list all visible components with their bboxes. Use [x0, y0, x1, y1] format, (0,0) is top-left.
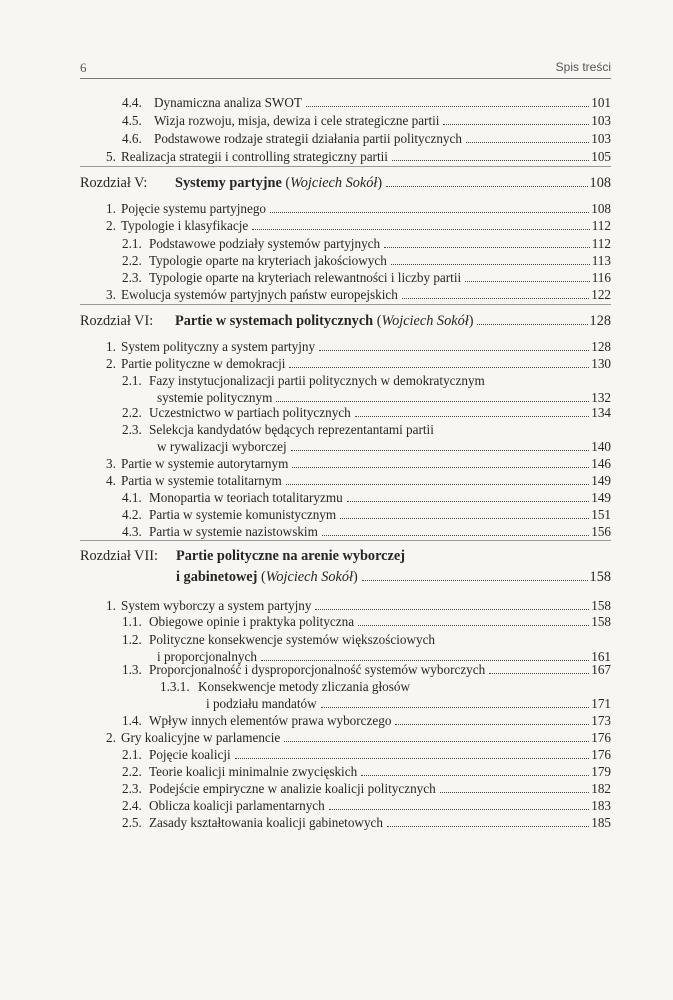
page-ref: 158 — [591, 598, 611, 613]
entry-number: 1.2. — [122, 632, 142, 647]
entry-row — [122, 661, 611, 678]
page-ref: 112 — [591, 236, 611, 251]
section-divider — [80, 166, 611, 167]
toc-entry[interactable] — [122, 523, 611, 540]
entry-row — [106, 148, 611, 165]
entry-title: Podstawowe podziały systemów partyjnych — [149, 236, 381, 251]
dot-leader — [276, 401, 589, 402]
entry-number: 4.4. — [122, 95, 142, 110]
section-divider — [80, 540, 611, 541]
entry-title: Partia w systemie komunistycznym — [149, 507, 337, 522]
page-ref: 149 — [591, 473, 611, 488]
entry-number: 2.1. — [122, 236, 142, 251]
entry-row — [106, 729, 611, 746]
entry-row — [122, 438, 611, 455]
page-ref: 140 — [591, 439, 611, 454]
entry-title-continued: systemie politycznym — [157, 390, 273, 405]
toc-entry[interactable] — [122, 631, 611, 665]
toc-entry[interactable] — [122, 235, 611, 252]
entry-number: 2.1. — [122, 373, 142, 388]
entry-number: 4. — [106, 473, 116, 488]
entry-row — [122, 780, 611, 797]
page-ref: 173 — [591, 713, 611, 728]
toc-entry[interactable] — [122, 661, 611, 678]
toc-entry[interactable] — [106, 729, 611, 746]
entry-title: Partie w systemie autorytarnym — [121, 456, 289, 471]
entry-title: Uczestnictwo w partiach politycznych — [149, 405, 351, 420]
dot-leader — [466, 142, 589, 143]
page-ref: 112 — [591, 218, 611, 233]
entry-row — [122, 489, 611, 506]
entry-number: 2.2. — [122, 764, 142, 779]
entry-title-continued: w rywalizacji wyborczej — [157, 439, 287, 454]
entry-title: Podstawowe rodzaje strategii działania partii politycznych — [154, 131, 462, 146]
entry-title: Monopartia w teoriach totalitaryzmu — [149, 490, 343, 505]
entry-title: Partie polityczne w demokracji — [121, 356, 286, 371]
entry-number: 3. — [106, 456, 116, 471]
toc-entry[interactable] — [106, 286, 611, 303]
entry-row — [122, 130, 611, 147]
entry-row — [122, 712, 611, 729]
entry-row — [122, 506, 611, 523]
entry-title: Typologie oparte na kryteriach relewantności i liczby partii — [149, 270, 462, 285]
author-name: Wojciech Sokół — [290, 175, 378, 191]
toc-entry[interactable] — [122, 797, 611, 814]
page-ref: 105 — [591, 149, 611, 164]
entry-row — [160, 695, 611, 712]
page-number: 6 — [80, 60, 87, 75]
dot-leader — [355, 416, 589, 417]
entry-row — [106, 355, 611, 372]
page-ref: 179 — [591, 764, 611, 779]
page-ref: 158 — [589, 569, 611, 585]
author-name: Wojciech Sokół — [381, 313, 469, 329]
entry-number: 1.4. — [122, 713, 142, 728]
entry-row — [122, 746, 611, 763]
toc-entry[interactable] — [122, 506, 611, 523]
page-ref: 134 — [591, 405, 611, 420]
entry-row — [122, 763, 611, 780]
entry-title: Oblicza koalicji parlamentarnych — [149, 798, 325, 813]
toc-entry[interactable] — [122, 489, 611, 506]
entry-number: 1. — [106, 201, 116, 216]
toc-entry[interactable] — [122, 269, 611, 286]
entry-title-continued: i podziału mandatów — [206, 696, 317, 711]
entry-number: 2.2. — [122, 253, 142, 268]
dot-leader — [347, 501, 590, 502]
entry-row — [122, 814, 611, 831]
entry-number: 2.5. — [122, 815, 142, 830]
entry-title: Pojęcie koalicji — [149, 747, 231, 762]
entry-row — [106, 455, 611, 472]
entry-number: 2.3. — [122, 781, 142, 796]
dot-leader — [440, 792, 590, 793]
page-ref: 108 — [589, 175, 611, 191]
page-ref: 108 — [591, 201, 611, 216]
dot-leader — [391, 264, 590, 265]
dot-leader — [465, 281, 590, 282]
entry-row — [122, 235, 611, 252]
entry-title: Polityczne konsekwencje systemów większościowych — [149, 632, 436, 647]
page-ref: 149 — [591, 490, 611, 505]
entry-row — [106, 200, 611, 217]
dot-leader — [358, 625, 589, 626]
page-ref: 183 — [591, 798, 611, 813]
entry-number: 4.3. — [122, 524, 142, 539]
chapter-title-row — [80, 312, 611, 331]
toc-entry[interactable] — [160, 678, 611, 712]
entry-number: 2. — [106, 218, 116, 233]
dot-leader — [340, 518, 589, 519]
dot-leader — [321, 707, 590, 708]
entry-row — [106, 338, 611, 355]
entry-title-continued: i proporcjonalnych — [157, 649, 257, 664]
page-ref: 116 — [591, 270, 611, 285]
entry-number: 2.1. — [122, 747, 142, 762]
dot-leader — [291, 450, 590, 451]
dot-leader — [322, 535, 589, 536]
chapter-author: (Wojciech Sokół) — [373, 313, 474, 329]
dot-leader — [362, 580, 588, 581]
toc-entry[interactable] — [122, 814, 611, 831]
chapter-author: (Wojciech Sokół) — [281, 175, 383, 191]
dot-leader — [235, 758, 590, 759]
toc-entry[interactable] — [122, 372, 611, 406]
entry-title: Fazy instytucjonalizacji partii politycznych w demokratycznym — [149, 373, 485, 388]
dot-leader — [386, 186, 587, 187]
toc-entry[interactable] — [122, 404, 611, 421]
dot-leader — [306, 106, 589, 107]
entry-title: Wizja rozwoju, misja, dewiza i cele strategiczne partii — [154, 113, 440, 128]
toc-entry[interactable] — [122, 112, 611, 129]
toc-entry[interactable] — [106, 200, 611, 217]
entry-row — [122, 372, 611, 389]
page-ref: 113 — [591, 253, 611, 268]
page-ref: 156 — [591, 524, 611, 539]
page-ref: 128 — [589, 313, 611, 329]
dot-leader — [252, 229, 589, 230]
dot-leader — [315, 609, 589, 610]
chapter-title: Partie w systemach politycznych — [175, 313, 374, 329]
entry-title: System polityczny a system partyjny — [121, 339, 316, 354]
toc-entry[interactable] — [122, 780, 611, 797]
page-ref: 185 — [591, 815, 611, 830]
entry-number: 2.3. — [122, 270, 142, 285]
dot-leader — [361, 775, 589, 776]
entry-number: 2. — [106, 356, 116, 371]
header-rule — [80, 78, 611, 79]
entry-title: Typologie i klasyfikacje — [121, 218, 249, 233]
dot-leader — [319, 350, 589, 351]
toc-entry[interactable] — [122, 94, 611, 111]
toc-entry[interactable] — [122, 130, 611, 147]
page-ref: 151 — [591, 507, 611, 522]
entry-title: Zasady kształtowania koalicji gabinetowych — [149, 815, 384, 830]
chapter-title-continued: i gabinetowej — [176, 569, 258, 585]
page-ref: 182 — [591, 781, 611, 796]
toc-entry[interactable] — [122, 763, 611, 780]
section-divider — [80, 304, 611, 305]
entry-number: 4.1. — [122, 490, 142, 505]
entry-row — [122, 421, 611, 438]
chapter-author: (Wojciech Sokół) — [257, 569, 358, 585]
entry-title: Proporcjonalność i dysproporcjonalność systemów wyborczych — [149, 662, 486, 677]
page-ref: 122 — [591, 287, 611, 302]
page-ref: 146 — [591, 456, 611, 471]
entry-number: 3. — [106, 287, 116, 302]
entry-number: 2. — [106, 730, 116, 745]
dot-leader — [284, 741, 589, 742]
entry-title: Konsekwencje metody zliczania głosów — [198, 679, 411, 694]
entry-number: 1. — [106, 339, 116, 354]
entry-row — [122, 797, 611, 814]
page-ref: 171 — [591, 696, 611, 711]
chapter-title-row — [80, 174, 611, 193]
dot-leader — [395, 724, 589, 725]
toc-entry[interactable] — [122, 421, 611, 455]
entry-row — [122, 112, 611, 129]
page-ref: 101 — [591, 95, 611, 110]
toc-entry[interactable] — [106, 597, 611, 614]
entry-row — [106, 597, 611, 614]
entry-title: System wyborczy a system partyjny — [121, 598, 312, 613]
page-ref: 128 — [591, 339, 611, 354]
chapter-label: Rozdział VII: — [80, 548, 158, 564]
entry-row — [122, 523, 611, 540]
entry-title: Ewolucja systemów partyjnych państw europejskich — [121, 287, 398, 302]
chapter-entry[interactable] — [80, 174, 611, 193]
entry-number: 4.2. — [122, 507, 142, 522]
dot-leader — [443, 124, 589, 125]
entry-title: Typologie oparte na kryteriach jakościowych — [149, 253, 387, 268]
page-ref: 103 — [591, 113, 611, 128]
page-ref: 130 — [591, 356, 611, 371]
entry-title: Podejście empiryczne w analizie koalicji politycznych — [149, 781, 436, 796]
entry-title: Selekcja kandydatów będących reprezentantami partii — [149, 422, 434, 437]
chapter-label: Rozdział VI: — [80, 313, 154, 329]
chapter-title-row — [80, 547, 611, 566]
dot-leader — [477, 324, 587, 325]
dot-leader — [329, 809, 589, 810]
entry-title: Teorie koalicji minimalnie zwycięskich — [149, 764, 358, 779]
author-name: Wojciech Sokół — [265, 569, 353, 585]
dot-leader — [402, 298, 589, 299]
dot-leader — [392, 160, 589, 161]
running-header-title: Spis treści — [555, 60, 611, 74]
page-ref: 167 — [591, 662, 611, 677]
entry-row — [106, 217, 611, 234]
entry-row — [106, 472, 611, 489]
entry-title: Wpływ innych elementów prawa wyborczego — [149, 713, 392, 728]
chapter-title: Systemy partyjne — [175, 175, 282, 191]
entry-title: Partia w systemie totalitarnym — [121, 473, 282, 488]
dot-leader — [387, 826, 589, 827]
entry-number: 5. — [106, 149, 116, 164]
page-ref: 103 — [591, 131, 611, 146]
entry-number: 4.5. — [122, 113, 142, 128]
entry-title: Dynamiczna analiza SWOT — [154, 95, 302, 110]
chapter-entry[interactable] — [80, 312, 611, 331]
toc-entry[interactable] — [106, 148, 611, 165]
entry-title: Partia w systemie nazistowskim — [149, 524, 318, 539]
entry-title: Obiegowe opinie i praktyka polityczna — [149, 614, 355, 629]
entry-row — [122, 94, 611, 111]
entry-row — [106, 286, 611, 303]
entry-number: 2.2. — [122, 405, 142, 420]
entry-row — [122, 613, 611, 630]
chapter-title: Partie polityczne na arenie wyborczej — [176, 548, 405, 564]
entry-title: Pojęcie systemu partyjnego — [121, 201, 267, 216]
entry-row — [122, 404, 611, 421]
entry-number: 1.3. — [122, 662, 142, 677]
chapter-label: Rozdział V: — [80, 175, 148, 191]
dot-leader — [286, 484, 589, 485]
entry-row — [122, 269, 611, 286]
dot-leader — [384, 247, 590, 248]
entry-number: 1. — [106, 598, 116, 613]
toc-entry[interactable] — [106, 338, 611, 355]
dot-leader — [289, 367, 589, 368]
dot-leader — [292, 467, 589, 468]
toc-entry[interactable] — [106, 455, 611, 472]
toc-entry[interactable] — [122, 252, 611, 269]
page-ref: 161 — [591, 649, 611, 664]
entry-row — [122, 631, 611, 648]
page-ref: 176 — [591, 747, 611, 762]
page-ref: 132 — [591, 390, 611, 405]
entry-number: 1.3.1. — [160, 679, 190, 694]
entry-title: Realizacja strategii i controlling strategiczny partii — [121, 149, 388, 164]
entry-row — [122, 252, 611, 269]
chapter-title-row — [80, 568, 611, 587]
entry-number: 2.4. — [122, 798, 142, 813]
page-ref: 158 — [591, 614, 611, 629]
toc-entry[interactable] — [106, 472, 611, 489]
toc-entry[interactable] — [106, 355, 611, 372]
entry-title: Gry koalicyjne w parlamencie — [121, 730, 281, 745]
dot-leader — [270, 212, 589, 213]
toc-entry[interactable] — [122, 712, 611, 729]
page-ref: 176 — [591, 730, 611, 745]
entry-number: 2.3. — [122, 422, 142, 437]
entry-number: 4.6. — [122, 131, 142, 146]
chapter-entry[interactable] — [80, 547, 611, 587]
toc-entry[interactable] — [122, 746, 611, 763]
toc-entry[interactable] — [106, 217, 611, 234]
dot-leader — [489, 673, 589, 674]
entry-number: 1.1. — [122, 614, 142, 629]
toc-entry[interactable] — [122, 613, 611, 630]
entry-row — [160, 678, 611, 695]
